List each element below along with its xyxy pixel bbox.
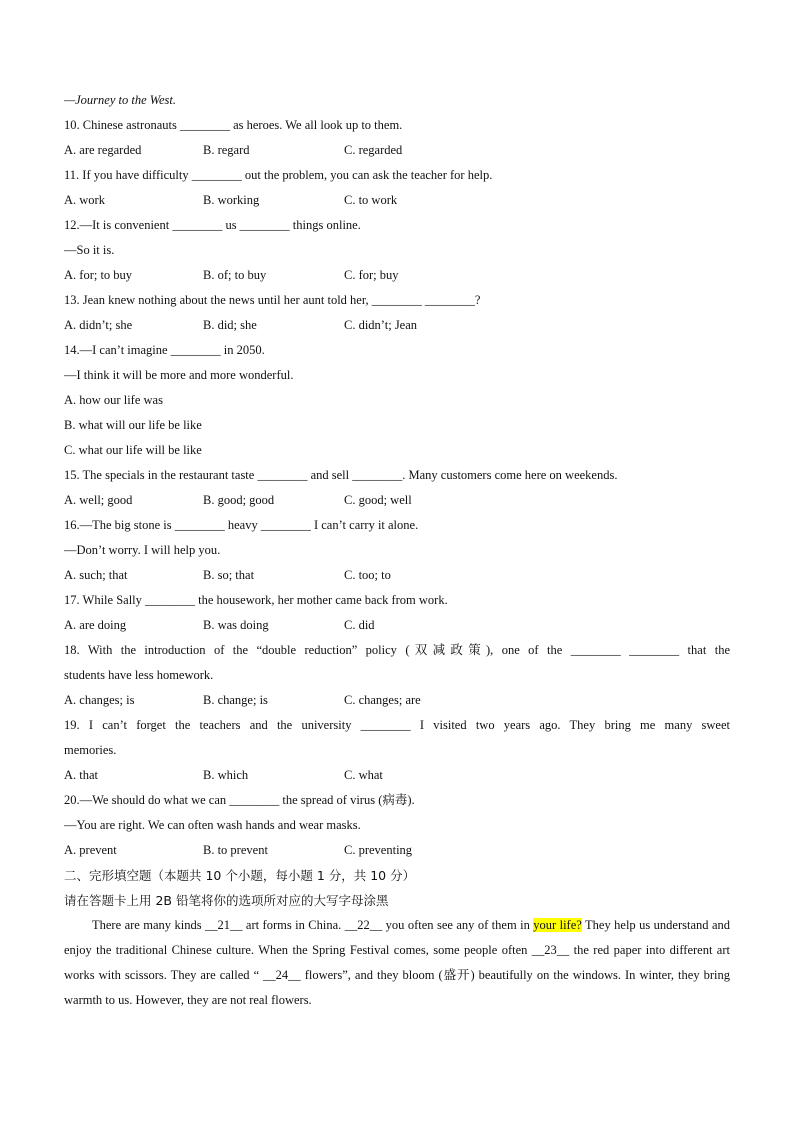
highlighted-text: your life? bbox=[533, 918, 582, 932]
option-b: B. to prevent bbox=[203, 843, 268, 857]
options-13 bbox=[64, 313, 730, 338]
option-c: C. changes; are bbox=[344, 693, 421, 707]
option-a: A. well; good bbox=[64, 493, 133, 507]
option-c: C. what bbox=[344, 768, 383, 782]
option-c: C. preventing bbox=[344, 843, 413, 857]
cloze-passage bbox=[64, 913, 730, 1013]
option-c: C. to work bbox=[344, 193, 398, 207]
question-10: 10. Chinese astronauts ________ as heroes. We all look up to them. bbox=[64, 118, 403, 132]
option-b: B. good; good bbox=[203, 493, 275, 507]
option-a: A. changes; is bbox=[64, 693, 135, 707]
options-11 bbox=[64, 188, 730, 213]
option-b: B. did; she bbox=[203, 318, 257, 332]
option-c: C. good; well bbox=[344, 493, 412, 507]
option-a: A. work bbox=[64, 193, 105, 207]
book-title: —Journey to the West. bbox=[64, 93, 177, 107]
options-12 bbox=[64, 263, 730, 288]
question-13: 13. Jean knew nothing about the news until her aunt told her, ________ ________? bbox=[64, 293, 481, 307]
option-b: B. change; is bbox=[203, 693, 268, 707]
options-18 bbox=[64, 688, 730, 713]
option-a: A. didn’t; she bbox=[64, 318, 133, 332]
option-c: C. for; buy bbox=[344, 268, 399, 282]
options-16 bbox=[64, 563, 730, 588]
option-a: A. how our life was bbox=[64, 393, 163, 407]
question-12: 12.—It is convenient ________ us ________ things online. bbox=[64, 218, 361, 232]
section-title: 二、完形填空题（本题共 10 个小题，每小题 1 分，共 10 分） bbox=[64, 868, 416, 883]
question-20-reply: —You are right. We can often wash hands and wear masks. bbox=[64, 818, 361, 832]
question-19: 19. I can’t forget the teachers and the university ________ I visited two years ago. They bring me many sweet bbox=[64, 718, 730, 732]
option-a: A. prevent bbox=[64, 843, 117, 857]
option-b: B. so; that bbox=[203, 568, 255, 582]
option-b: B. regard bbox=[203, 143, 250, 157]
exam-content bbox=[64, 88, 730, 1013]
question-15: 15. The specials in the restaurant taste ________ and sell ________. Many customers come here on weekends. bbox=[64, 468, 618, 482]
option-b: B. what will our life be like bbox=[64, 418, 202, 432]
option-b: B. working bbox=[203, 193, 260, 207]
options-17 bbox=[64, 613, 730, 638]
passage-text-2: They help us understand and enjoy the traditional Chinese culture. When the Spring Festival comes, some people often __23__ the red paper into different art works with scissors. They are called “ __24__ flowers”, and they bloom (盛开) beautifully on the windows. In winter, they bring warmth to us. However, they are not real flowers. bbox=[64, 918, 730, 1007]
question-20: 20.—We should do what we can ________ the spread of virus (病毒). bbox=[64, 793, 415, 807]
passage-text-1: There are many kinds __21__ art forms in China. __22__ you often see any of them in bbox=[92, 918, 534, 932]
question-18: 18. With the introduction of the “double reduction” policy (双减政策), one of the ________ ________ that the bbox=[64, 643, 730, 657]
question-16: 16.—The big stone is ________ heavy ________ I can’t carry it alone. bbox=[64, 518, 419, 532]
question-19-cont: memories. bbox=[64, 743, 117, 757]
option-a: A. such; that bbox=[64, 568, 128, 582]
option-c: C. what our life will be like bbox=[64, 443, 202, 457]
question-12-reply: —So it is. bbox=[64, 243, 115, 257]
section-instruction: 请在答题卡上用 2B 铅笔将你的选项所对应的大写字母涂黑 bbox=[64, 893, 389, 908]
options-19 bbox=[64, 763, 730, 788]
option-c: C. didn’t; Jean bbox=[344, 318, 418, 332]
option-c: C. regarded bbox=[344, 143, 403, 157]
options-10 bbox=[64, 138, 730, 163]
question-17: 17. While Sally ________ the housework, her mother came back from work. bbox=[64, 593, 448, 607]
option-b: B. of; to buy bbox=[203, 268, 267, 282]
option-a: A. are doing bbox=[64, 618, 127, 632]
question-14-reply: —I think it will be more and more wonderful. bbox=[64, 368, 294, 382]
options-20 bbox=[64, 838, 730, 863]
options-15 bbox=[64, 488, 730, 513]
question-11: 11. If you have difficulty ________ out the problem, you can ask the teacher for help. bbox=[64, 168, 493, 182]
option-b: B. which bbox=[203, 768, 249, 782]
option-c: C. did bbox=[344, 618, 375, 632]
question-14: 14.—I can’t imagine ________ in 2050. bbox=[64, 343, 265, 357]
option-a: A. that bbox=[64, 768, 99, 782]
option-a: A. are regarded bbox=[64, 143, 142, 157]
option-b: B. was doing bbox=[203, 618, 269, 632]
question-16-reply: —Don’t worry. I will help you. bbox=[64, 543, 221, 557]
option-c: C. too; to bbox=[344, 568, 391, 582]
question-18-cont: students have less homework. bbox=[64, 668, 214, 682]
option-a: A. for; to buy bbox=[64, 268, 133, 282]
answer-line-9 bbox=[64, 88, 730, 113]
